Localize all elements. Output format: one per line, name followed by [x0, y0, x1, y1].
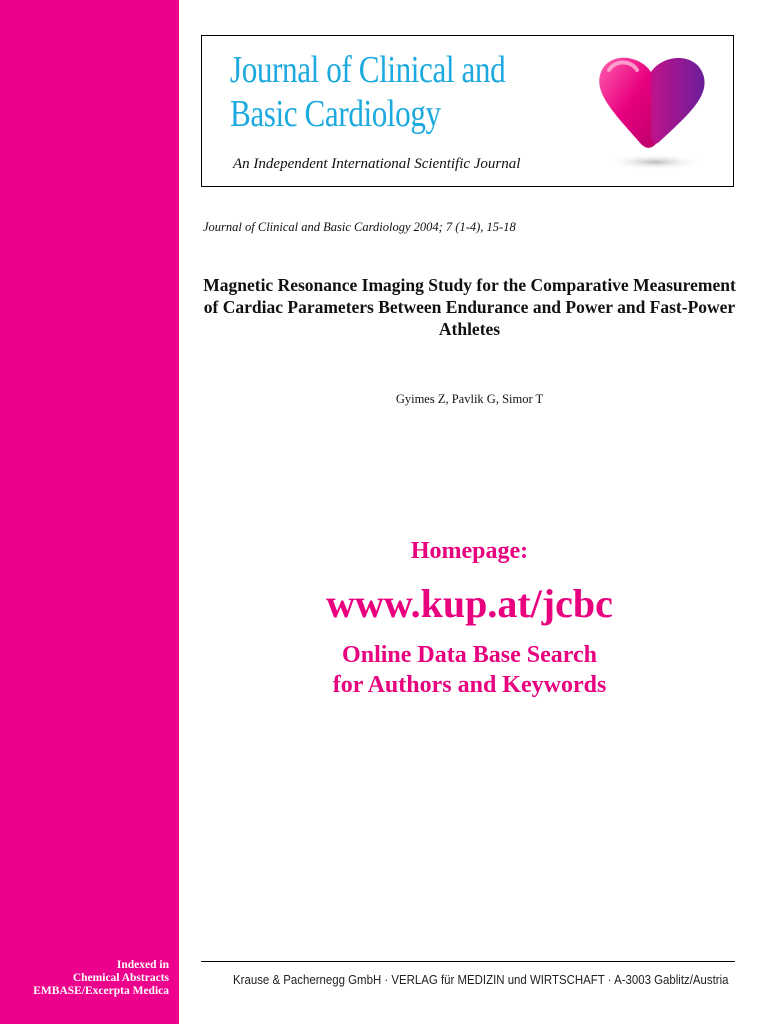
- article-title: Magnetic Resonance Imaging Study for the Comparative Measurement of Cardiac Parameters Between Endurance and Power and Fast-Power Athletes: [203, 275, 736, 339]
- journal-masthead: [201, 35, 734, 187]
- journal-title-line: Journal of Clinical and: [230, 49, 506, 91]
- homepage-label: Homepage:: [410, 538, 529, 564]
- sidebar: [0, 0, 179, 1024]
- publisher-info: Krause & Pachernegg GmbH · VERLAG für MEDIZIN und WIRTSCHAFT · A-3003 Gablitz/Austria: [233, 972, 729, 987]
- database-search-tagline: [203, 640, 736, 700]
- heart-icon: [579, 46, 719, 176]
- journal-title: [230, 48, 505, 136]
- tagline-line: for Authors and Keywords: [332, 672, 607, 698]
- index-line: Chemical Abstracts: [72, 972, 169, 984]
- index-line: EMBASE/Excerpta Medica: [33, 985, 169, 997]
- footer-divider: [201, 961, 735, 962]
- tagline-line: Online Data Base Search: [342, 642, 597, 668]
- index-line: Indexed in: [116, 959, 169, 971]
- authors: Gyimes Z, Pavlik G, Simor T: [395, 392, 544, 406]
- indexing-info: [33, 959, 169, 998]
- journal-title-line: Basic Cardiology: [230, 93, 441, 135]
- homepage-link[interactable]: www.kup.at/jcbc: [326, 581, 613, 626]
- journal-subtitle: An Independent International Scientific Journal: [233, 156, 521, 172]
- citation: Journal of Clinical and Basic Cardiology 2004; 7 (1-4), 15-18: [203, 220, 516, 234]
